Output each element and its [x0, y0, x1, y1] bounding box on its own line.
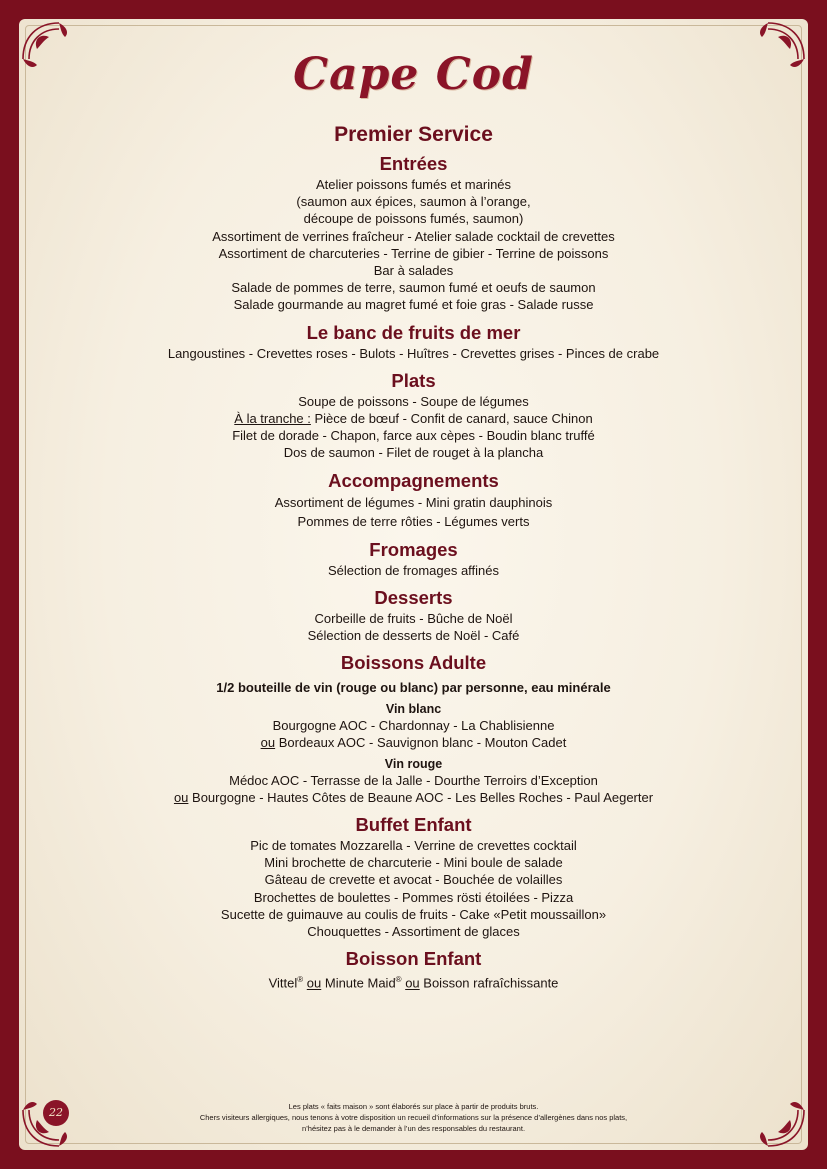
- registered-mark: ®: [297, 975, 304, 985]
- menu-line: Bourgogne AOC - Chardonnay - La Chablisienne: [272, 718, 555, 734]
- menu-line: Langoustines - Crevettes roses - Bulots - Huîtres - Crevettes grises - Pinces de crabe: [167, 345, 660, 361]
- menu-page: [19, 19, 808, 1150]
- menu-line: Mini brochette de charcuterie - Mini boule de salade: [264, 855, 563, 871]
- menu-line: Pic de tomates Mozzarella - Verrine de crevettes cocktail: [250, 838, 577, 854]
- menu-line: Assortiment de légumes - Mini gratin dauphinois: [274, 494, 553, 510]
- section-plats: [19, 369, 808, 462]
- footer-note: [19, 1101, 808, 1134]
- footer-line: n’hésitez pas à le demander à l’un des responsables du restaurant.: [301, 1124, 526, 1133]
- menu-content: [19, 122, 808, 999]
- menu-line: Filet de dorade - Chapon, farce aux cèpes - Boudin blanc truffé: [232, 428, 595, 444]
- footer-line: Les plats « faits maison » sont élaborés sur place à partir de produits bruts.: [288, 1102, 539, 1111]
- section-heading: Plats: [391, 369, 436, 391]
- section-accompagnements: [19, 469, 808, 531]
- section-heading: Entrées: [379, 153, 448, 174]
- ou-label: ou: [260, 735, 276, 751]
- menu-line: [19, 734, 808, 751]
- vittel-text: Vittel: [268, 975, 298, 991]
- section-boisson-enfant: [19, 947, 808, 992]
- registered-mark: ®: [395, 975, 402, 985]
- tranche-text: Pièce de bœuf - Confit de canard, sauce Chinon: [310, 411, 593, 427]
- menu-line: [19, 789, 808, 806]
- menu-line: Atelier poissons fumés et marinés: [315, 177, 512, 192]
- restaurant-logo: Cape Cod: [293, 49, 534, 100]
- section-fruits-de-mer: [19, 321, 808, 362]
- vin-blanc-label: Vin blanc: [385, 702, 442, 717]
- menu-line: Pommes de terre rôties - Légumes verts: [297, 513, 530, 529]
- wine-note: 1/2 bouteille de vin (rouge ou blanc) par personne, eau minérale: [216, 680, 611, 696]
- menu-line: Assortiment de charcuteries - Terrine de gibier - Terrine de poissons: [218, 245, 609, 261]
- menu-line: Corbeille de fruits - Bûche de Noël: [314, 610, 513, 626]
- section-fromages: [19, 538, 808, 579]
- section-heading: Boisson Enfant: [345, 948, 482, 970]
- menu-line-text: Bordeaux AOC - Sauvignon blanc - Mouton Cadet: [275, 735, 567, 751]
- menu-line: Sélection de desserts de Noël - Café: [307, 628, 520, 644]
- menu-line: Chouquettes - Assortiment de glaces: [307, 924, 520, 940]
- boisson-text: Boisson rafraîchissante: [419, 975, 559, 991]
- menu-line: [19, 971, 808, 992]
- menu-line: Brochettes de boulettes - Pommes rösti étoilées - Pizza: [253, 889, 574, 905]
- section-entrees: [19, 152, 808, 314]
- minute-maid-text: Minute Maid: [321, 975, 396, 991]
- menu-line: découpe de poissons fumés, saumon): [303, 211, 524, 227]
- section-boissons-adulte: [19, 651, 808, 806]
- section-heading: Buffet Enfant: [355, 814, 472, 836]
- menu-line: Médoc AOC - Terrasse de la Jalle - Dourthe Terroirs d’Exception: [229, 772, 598, 788]
- menu-line: Sélection de fromages affinés: [327, 562, 500, 578]
- menu-line: (saumon aux épices, saumon à l’orange,: [296, 194, 531, 210]
- vin-rouge-label: Vin rouge: [384, 756, 443, 771]
- menu-line: Sucette de guimauve au coulis de fruits - Cake «Petit moussaillon»: [220, 906, 607, 922]
- section-heading: Le banc de fruits de mer: [306, 321, 521, 343]
- service-title: Premier Service: [334, 123, 493, 146]
- menu-line: Salade de pommes de terre, saumon fumé et oeufs de saumon: [231, 280, 596, 296]
- page-number: 22: [43, 1100, 69, 1126]
- menu-line: Soupe de poissons - Soupe de légumes: [298, 393, 529, 409]
- section-heading: Accompagnements: [328, 469, 499, 491]
- ou-label: ou: [306, 975, 322, 991]
- ou-label: ou: [405, 975, 420, 991]
- menu-line: [19, 410, 808, 427]
- ou-label: ou: [173, 789, 189, 805]
- section-heading: Fromages: [369, 538, 458, 560]
- section-heading: Desserts: [374, 586, 453, 608]
- section-desserts: [19, 586, 808, 644]
- menu-line: Bar à salades: [373, 263, 454, 279]
- section-heading: Boissons Adulte: [340, 652, 487, 674]
- section-buffet-enfant: [19, 813, 808, 940]
- tranche-label: À la tranche :: [234, 411, 311, 427]
- footer-line: Chers visiteurs allergiques, nous tenons à votre disposition un recueil d’informations sur la présence d’allergènes dans nos plats,: [199, 1113, 628, 1122]
- menu-line: Salade gourmande au magret fumé et foie gras - Salade russe: [233, 297, 594, 313]
- menu-line: Gâteau de crevette et avocat - Bouchée de volailles: [264, 872, 563, 888]
- menu-line: Assortiment de verrines fraîcheur - Atelier salade cocktail de crevettes: [212, 228, 615, 244]
- menu-line: Dos de saumon - Filet de rouget à la plancha: [283, 445, 544, 461]
- menu-line-text: Bourgogne - Hautes Côtes de Beaune AOC - Les Belles Roches - Paul Aegerter: [188, 789, 654, 805]
